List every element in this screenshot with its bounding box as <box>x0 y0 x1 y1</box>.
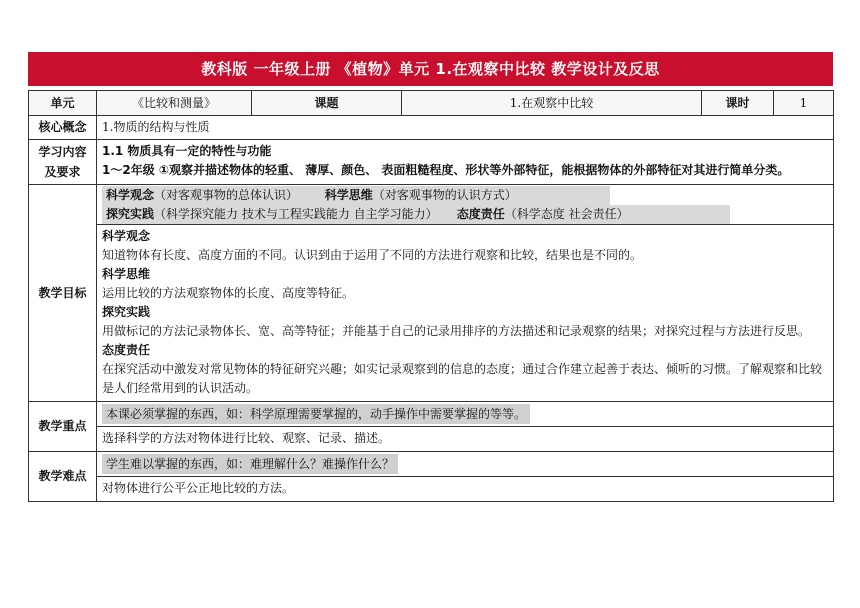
document-title-banner: 教科版 一年级上册 《植物》单元 1.在观察中比较 教学设计及反思 <box>28 52 833 86</box>
topic-value: 1.在观察中比较 <box>402 91 702 116</box>
difficult-points-content <box>97 452 834 502</box>
goal-section-4-title: 态度责任 <box>102 343 151 357</box>
summary-science-thinking: 科学思维 <box>324 188 373 202</box>
requirement-line-1: 1.1 物质具有一定的特性与功能 <box>102 144 272 158</box>
key-points-content <box>97 402 834 452</box>
core-concept-label: 核心概念 <box>29 116 97 140</box>
key-points-row <box>29 402 834 452</box>
goal-section-1-title: 科学观念 <box>102 229 151 243</box>
teaching-goals-label: 教学目标 <box>29 185 97 402</box>
requirement-line-2: 1～2年级 ①观察并描述物体的轻重、 薄厚、颜色、 表面粗糙程度、形状等外部特征，能根据物体的外部特征对其进行简单分类。 <box>102 163 790 177</box>
goal-section-3-text: 用做标记的方法记录物体长、宽、高等特征；并能基于自己的记录用排序的方法描述和记录观察的结果；对探究过程与方法进行反思。 <box>102 324 811 338</box>
goal-section-4-text: 在探究活动中激发对常见物体的特征研究兴趣；如实记录观察到的信息的态度；通过合作建立起善于表达、倾听的习惯。了解观察和比较是人们经常用到的认识活动。 <box>102 362 823 395</box>
difficult-points-row <box>29 452 834 502</box>
learning-requirements-row <box>29 140 834 185</box>
difficult-points-hint-wrap <box>97 452 833 476</box>
summary-science-thinking-desc: （对客观事物的认识方式） <box>372 188 517 202</box>
core-concept-value: 1.物质的结构与性质 <box>97 116 834 140</box>
goal-section-2-title: 科学思维 <box>102 267 151 281</box>
summary-attitude-desc: （科学态度 社会责任） <box>504 207 629 221</box>
goal-section-2-text: 运用比较的方法观察物体的长度、高度等特征。 <box>102 286 355 300</box>
summary-attitude: 态度责任 <box>456 207 505 221</box>
goals-summary-line-2 <box>102 205 730 224</box>
difficult-points-text: 对物体进行公平公正地比较的方法。 <box>97 476 833 501</box>
learning-requirements-content <box>97 140 834 185</box>
learning-requirements-label: 学习内容及要求 <box>29 140 97 185</box>
difficult-points-label: 教学难点 <box>29 452 97 502</box>
summary-science-concept-desc: （对客观事物的总体认识） <box>154 188 299 202</box>
difficult-points-hint: 学生难以掌握的东西，如：难理解什么？难操作什么？ <box>102 454 398 474</box>
summary-inquiry-practice: 探究实践 <box>106 207 155 221</box>
header-row <box>29 91 834 116</box>
key-points-text: 选择科学的方法对物体进行比较、观察、记录、描述。 <box>97 426 833 451</box>
summary-inquiry-practice-desc: （科学探究能力 技术与工程实践能力 自主学习能力） <box>154 207 438 221</box>
period-value: 1 <box>774 91 834 116</box>
key-points-hint: 本课必须掌握的东西，如：科学原理需要掌握的，动手操作中需要掌握的等等。 <box>102 404 530 424</box>
key-points-label: 教学重点 <box>29 402 97 452</box>
teaching-goals-content <box>97 185 834 402</box>
topic-label: 课题 <box>252 91 402 116</box>
goals-summary-line-1 <box>102 186 610 205</box>
unit-value: 《比较和测量》 <box>97 91 252 116</box>
core-concept-row <box>29 116 834 140</box>
unit-label: 单元 <box>29 91 97 116</box>
goal-section-1-text: 知道物体有长度、高度方面的不同。认识到由于运用了不同的方法进行观察和比较，结果也是不同的。 <box>102 248 643 262</box>
lesson-plan-table <box>28 90 834 502</box>
period-label: 课时 <box>702 91 774 116</box>
goals-summary <box>97 185 833 224</box>
goals-details <box>97 224 833 401</box>
teaching-goals-row <box>29 185 834 402</box>
goal-section-3-title: 探究实践 <box>102 305 151 319</box>
summary-science-concept: 科学观念 <box>106 188 155 202</box>
key-points-hint-wrap <box>97 402 833 426</box>
